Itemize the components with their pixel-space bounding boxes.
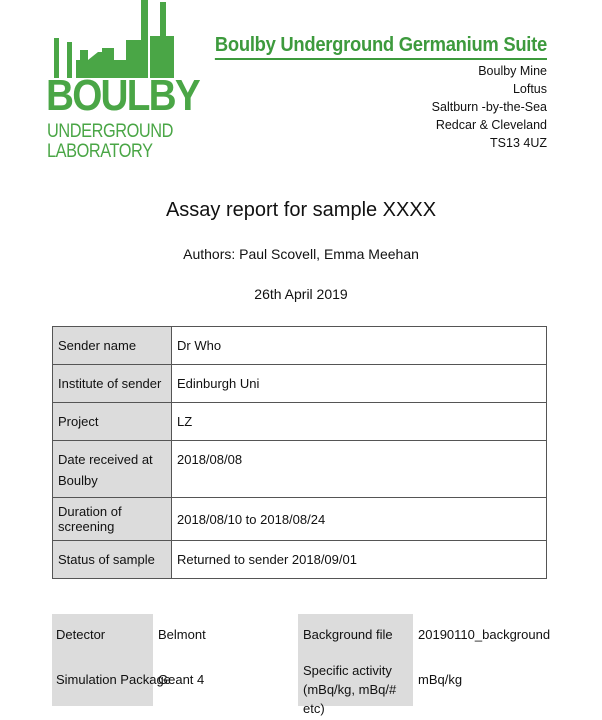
address-line: Saltburn -by-the-Sea	[431, 100, 547, 114]
simulation-label: Simulation Package	[56, 672, 171, 687]
detector-label: Detector	[56, 627, 106, 642]
address-block	[432, 62, 547, 152]
logo-subtitle-1: UNDERGROUND	[47, 121, 173, 142]
table-row	[53, 327, 547, 365]
table-row	[53, 541, 547, 579]
row-value: 2018/08/08	[172, 441, 547, 498]
row-label: Project	[53, 403, 172, 441]
row-label: Date received at Boulby	[53, 441, 172, 498]
report-authors: Authors: Paul Scovell, Emma Meehan	[183, 246, 419, 262]
activity-label: Specific activity (mBq/kg, mBq/# etc)	[303, 663, 397, 716]
report-title: Assay report for sample XXXX	[165, 199, 437, 221]
row-value: 2018/08/10 to 2018/08/24	[172, 498, 547, 541]
row-label: Duration of screening	[53, 498, 172, 541]
background-value: 20190110_background	[418, 627, 551, 642]
table-row	[53, 441, 547, 498]
row-value: Returned to sender 2018/09/01	[172, 541, 547, 579]
address-line: Redcar & Cleveland	[435, 118, 547, 132]
table-row	[53, 403, 547, 441]
table-row	[53, 498, 547, 541]
sample-info-table	[52, 326, 547, 579]
address-line: Boulby Mine	[478, 64, 547, 78]
simulation-value: Geant 4	[158, 672, 205, 687]
address-line: TS13 4UZ	[490, 136, 547, 150]
row-value: LZ	[172, 403, 547, 441]
table-row	[53, 365, 547, 403]
activity-value: mBq/kg	[418, 672, 463, 687]
report-date: 26th April 2019	[254, 286, 348, 302]
row-label: Institute of sender	[53, 365, 172, 403]
address-line: Loftus	[512, 82, 547, 96]
row-value: Dr Who	[172, 327, 547, 365]
background-label: Background file	[303, 627, 393, 642]
row-label: Status of sample	[53, 541, 172, 579]
logo-main-text: BOULBY	[46, 71, 199, 120]
suite-title: Boulby Underground Germanium Suite	[215, 34, 547, 60]
logo-subtitle-2: LABORATORY	[47, 141, 153, 162]
row-value: Edinburgh Uni	[172, 365, 547, 403]
detector-value: Belmont	[158, 627, 206, 642]
row-label: Sender name	[53, 327, 172, 365]
